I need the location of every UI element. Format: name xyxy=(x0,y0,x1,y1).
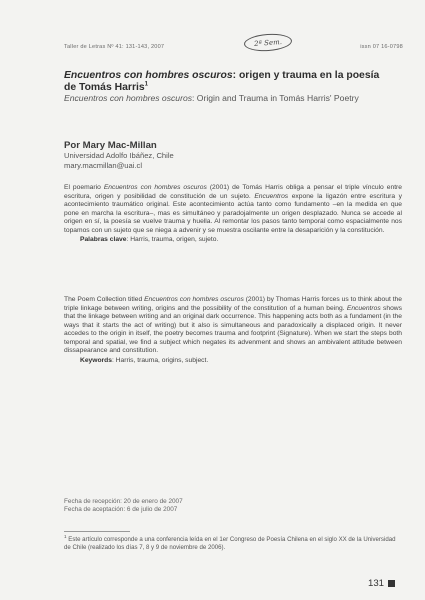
footnote-divider xyxy=(64,531,130,532)
keywords-en-text: : Harris, trauma, origins, subject. xyxy=(111,356,209,364)
keywords-es-text: : Harris, trauma, origen, sujeto. xyxy=(126,236,219,243)
subtitle-rest: : Origin and Trauma in Tomás Harris' Poetry xyxy=(192,93,359,103)
page-number xyxy=(368,578,395,589)
footnote-text: Este artículo corresponde a una conferencia leída en el 1er Congreso de Poesía Chilena en el siglo XX de la Universidad de Chile (realizado los días 7, 8 y 9 de noviembre de 2006). xyxy=(64,536,396,551)
abstract-en-part: The Poem Collection titled xyxy=(64,296,145,303)
title-italic: Encuentros con hombres oscuros xyxy=(64,70,233,81)
abstract-spanish-text xyxy=(64,184,402,235)
abstract-spanish xyxy=(64,184,402,245)
abstract-en-part: (2001) by Thomas Harris forces us to think about the triple linkage between writing, origins and the possibility of the constitution of a human being. xyxy=(64,296,402,312)
keywords-english xyxy=(64,357,402,366)
footnote xyxy=(64,533,402,552)
title-footnote-mark[interactable]: 1 xyxy=(144,81,148,88)
abstract-es-part: El poemario xyxy=(64,184,104,191)
journal-citation: Taller de Letras Nº 41: 131-143, 2007 xyxy=(64,44,165,50)
issn: issn 07 16-0798 xyxy=(360,44,403,50)
keywords-en-label: Keywords xyxy=(80,356,112,364)
abstract-en-italic: Encuentros con hombres oscuros xyxy=(144,296,244,303)
abstract-es-part: (2001) de Tomás Harris obliga a pensar el triple vínculo entre escritura, origen y posibilidad de constitución de un sujeto. xyxy=(64,184,403,200)
abstract-english-text xyxy=(64,296,402,356)
author-block xyxy=(64,140,394,171)
square-bullet-icon xyxy=(388,580,395,587)
keywords-spanish xyxy=(64,236,402,245)
submission-dates xyxy=(64,498,364,514)
abstract-en-italic: Encuentros xyxy=(346,304,381,312)
abstract-es-italic: Encuentros xyxy=(254,192,289,200)
handwritten-stamp: 2ª Sem. xyxy=(243,32,292,52)
subtitle-italic: Encuentros con hombres oscuros xyxy=(64,93,193,103)
received-date: Fecha de recepción: 20 de enero de 2007 xyxy=(64,498,183,505)
accepted-date: Fecha de aceptación: 6 de julio de 2007 xyxy=(64,506,178,514)
author-affiliation: Universidad Adolfo Ibáñez, Chile xyxy=(64,151,174,160)
abstract-es-italic: Encuentros con hombres oscuros xyxy=(103,184,207,191)
article-title xyxy=(64,70,394,93)
title-block xyxy=(64,70,394,103)
abstract-es-part: expone la ligazón entre escritura y acontecimiento traumático original. Este acontecimiento actúa tanto como fundamento –en la medida en que pone en marcha la escritura–, mas es simultáneo y paradojalmente un origen desplazado. Nunca se accede al origen en sí, la poesía se vuelve trauma y huella. Al remontar los pasos tanto temporal como espacialmente nos topamos con un sujeto que se niega a advenir y se muestra oscilante entre la desaparición y la constitución. xyxy=(64,192,403,234)
abstract-en-part: shows that the linkage between writing and an original dark occurrence. This happening acts both as a fundament (in the ways that it starts the act of writing) but it also is simultaneous and paradoxically a displaced origin. It never accedes to the origin in itself, the poetry becomes trauma and footprint (Signature). When we start the steps both temporal and spatial, we find a subject which negates its advenment and shows an ambivalent attitude between dissapearance and constitution. xyxy=(64,304,402,354)
author-email[interactable]: mary.macmillan@uai.cl xyxy=(64,161,143,170)
page-number-text: 131 xyxy=(367,578,384,589)
article-subtitle xyxy=(64,93,394,103)
author-name: Por Mary Mac-Millan xyxy=(64,140,157,151)
footnote-mark: 1 xyxy=(64,533,67,539)
title-rest: : origen y trauma en la poesía de Tomás Harris xyxy=(64,70,380,93)
abstract-english xyxy=(64,296,402,365)
keywords-es-label: Palabras clave xyxy=(80,236,127,243)
